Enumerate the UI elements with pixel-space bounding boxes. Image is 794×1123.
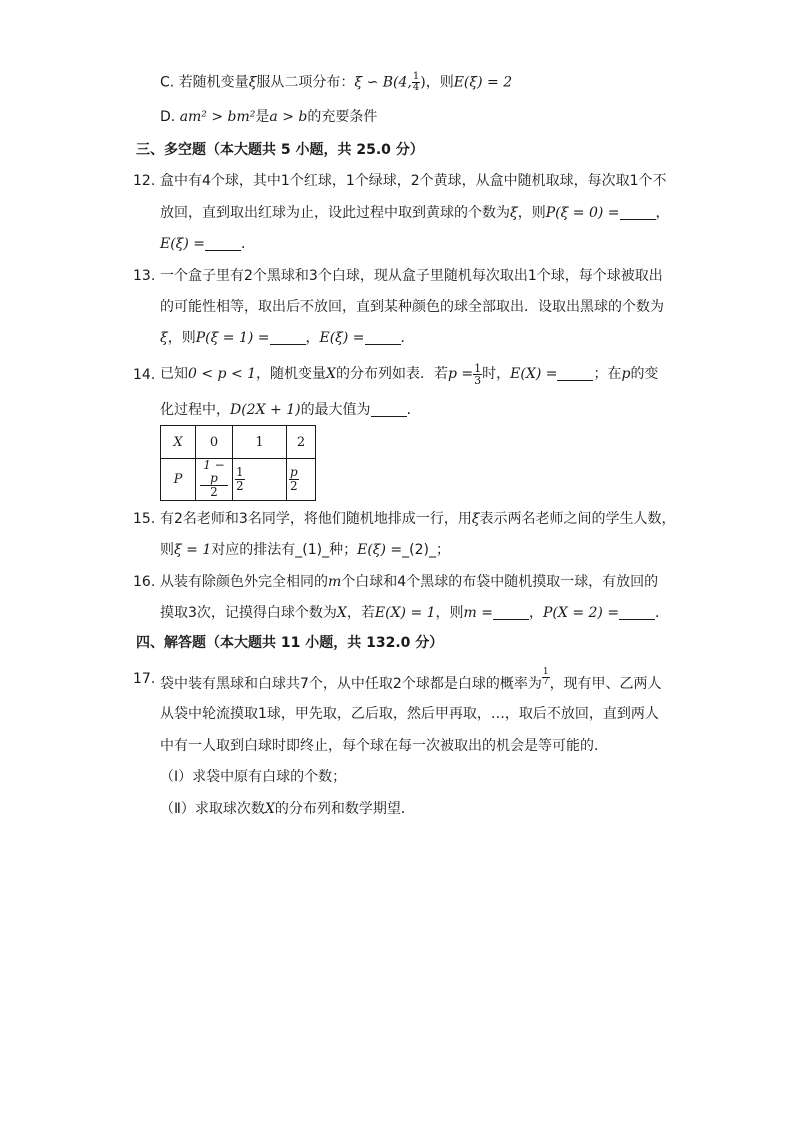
fraction: $\frac{1}{3}$ (474, 361, 482, 387)
answer-blank[interactable] (557, 366, 593, 381)
question-text: ξ，则P(ξ = 1) = ，E(ξ) = ． (160, 330, 415, 346)
answer-blank[interactable] (493, 605, 529, 620)
answer-blank[interactable] (371, 402, 407, 417)
table-row (161, 426, 316, 459)
question-part: （Ⅰ）求袋中原有白球的个数； (160, 769, 347, 785)
answer-blank[interactable] (365, 330, 401, 345)
answer-blank[interactable] (619, 605, 655, 620)
table-cell: $\frac{1}{2}$ (233, 459, 287, 501)
question-text: 摸取3次，记摸得白球个数为X，若E(X) = 1，则m = ，P(X = 2) = ． (160, 605, 670, 621)
table-cell: P (161, 459, 196, 501)
question-text: 放回，直到取出红球为止，设此过程中取到黄球的个数为ξ，则P(ξ = 0) = ， (160, 205, 670, 221)
fraction: $\frac{1}{4}$ (412, 71, 420, 93)
table-cell: $\frac{1 - p}{2}$ (196, 459, 233, 501)
option-d: D. am² > bm²是a > b的充要条件 (160, 109, 378, 125)
table-row (161, 459, 316, 501)
question-text: 则ξ = 1对应的排法有_(1)_种；E(ξ) =_(2)_； (160, 542, 450, 558)
fraction: $\frac{1}{7}$ (542, 667, 549, 687)
question-number: 13. (133, 268, 156, 284)
table-cell: 0 (196, 426, 233, 459)
question-number: 15. (133, 511, 156, 527)
section-heading: 四、解答题（本大题共 11 小题，共 132.0 分） (136, 635, 444, 651)
question-text: E(ξ) = ． (160, 236, 256, 252)
question-text: 已知0 < p < 1，随机变量X的分布列如表．若p = $\frac{1}{3}$ 时，E(X) = ；在p的变 (160, 361, 659, 387)
question-text: 中有一人取到白球时即终止，每个球在每一次被取出的机会是等可能的． (160, 738, 608, 754)
section-heading: 三、多空题（本大题共 5 小题，共 25.0 分） (136, 142, 424, 158)
answer-blank[interactable] (620, 205, 656, 220)
question-text: 一个盒子里有2个黑球和3个白球，现从盒子里随机每次取出1个球，每个球被取出 (160, 268, 663, 284)
answer-blank[interactable] (270, 330, 306, 345)
distribution-table (160, 425, 316, 501)
question-number: 16. (133, 574, 156, 590)
table-cell: X (161, 426, 196, 459)
question-text: 从装有除颜色外完全相同的m个白球和4个黑球的布袋中随机摸取一球，有放回的 (160, 574, 659, 590)
answer-blank[interactable] (205, 236, 241, 251)
question-number: 17. (133, 671, 156, 687)
question-text: 袋中装有黑球和白球共7个，从中任取2个球都是白球的概率为 $\frac{1}{7}$ ，现有甲、乙两人 (160, 667, 662, 692)
table-cell: 2 (287, 426, 316, 459)
question-text: 盒中有4个球，其中1个红球，1个绿球，2个黄球，从盒中随机取球，每次取1个不 (160, 173, 667, 189)
question-number: 14. (133, 367, 156, 383)
option-c: C. 若随机变量ξ服从二项分布：ξ ∽ B(4, $\frac{1}{4}$ )，则E(ξ) = 2 (160, 71, 513, 93)
table-cell: $\frac{p}{2}$ (287, 459, 316, 501)
question-text: 有2名老师和3名同学，将他们随机地排成一行，用ξ表示两名老师之间的学生人数， (160, 511, 676, 527)
question-part: （Ⅱ）求取球次数X的分布列和数学期望． (160, 801, 415, 817)
question-text: 化过程中，D(2X + 1)的最大值为 ． (160, 402, 421, 418)
question-number: 12. (133, 173, 156, 189)
question-text: 的可能性相等，取出后不放回，直到某种颜色的球全部取出．设取出黑球的个数为 (160, 299, 664, 315)
question-text: 从袋中轮流摸取1球，甲先取，乙后取，然后甲再取，…，取后不放回，直到两人 (160, 706, 659, 722)
table-cell: 1 (233, 426, 287, 459)
